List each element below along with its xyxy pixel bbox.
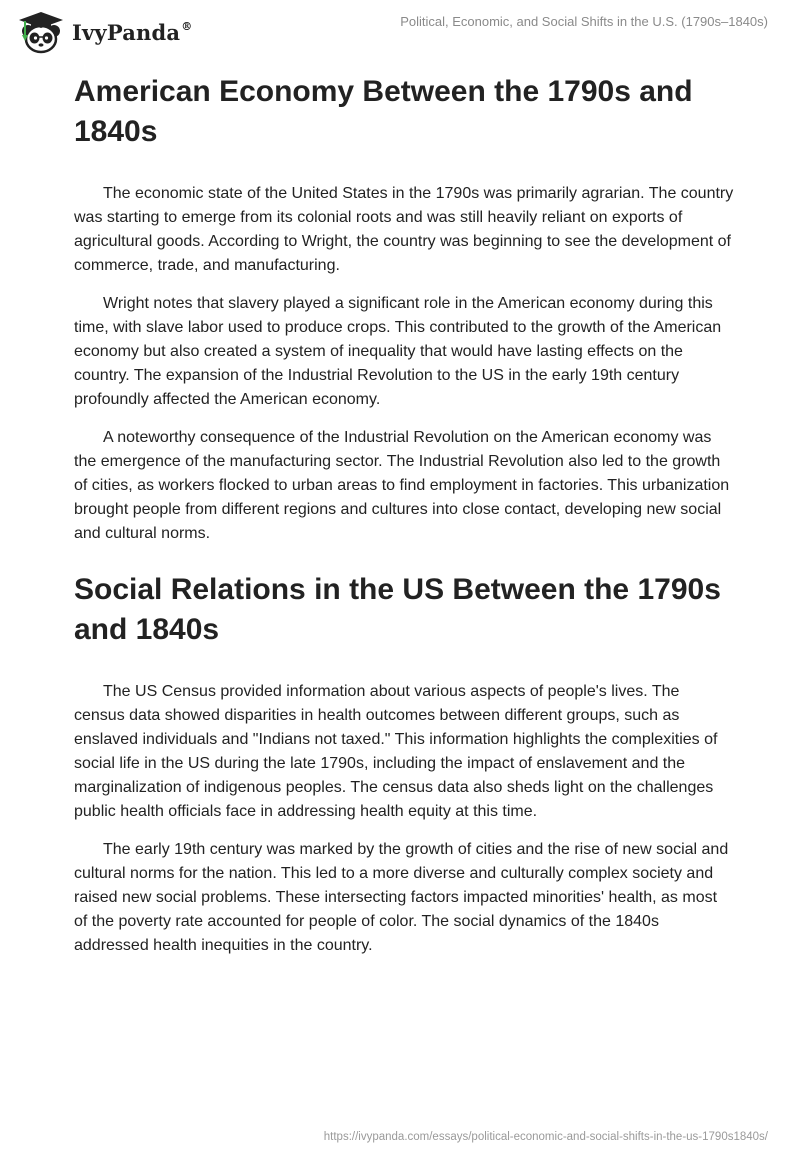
section-heading-social: Social Relations in the US Between the 1790s and 1840s [74, 573, 721, 646]
paragraph: A noteworthy consequence of the Industrial Revolution on the American economy was the emergence of the manufacturing sector. The Industrial Revolution also led to the growth of cities, as workers flocked to urban areas to find employment in factories. This urbanization brought people from different regions and cultures into close contact, developing new social and cultural norms. [74, 429, 730, 542]
page-header [0, 0, 800, 64]
source-url[interactable]: https://ivypanda.com/essays/political-economic-and-social-shifts-in-the-us-1790s1840s/ [323, 1131, 768, 1143]
paragraph: The early 19th century was marked by the growth of cities and the rise of new social and cultural norms for the nation. This led to a more diverse and culturally complex society and raised new social problems. These intersecting factors impacted minorities' health, as most of the poverty rate accounted for people of color. The social dynamics of the 1840s addressed health inequities in the country. [74, 841, 729, 954]
panda-graduation-cap-icon [16, 9, 66, 55]
brand-name: IvyPanda® [72, 19, 193, 45]
paragraph: The economic state of the United States in the 1790s was primarily agrarian. The country was starting to emerge from its colonial roots and was still heavily reliant on exports of agricultural goods. According to Wright, the country was beginning to see the development of commerce, trade, and manufacturing. [74, 185, 734, 274]
document-title: Political, Economic, and Social Shifts in the U.S. (1790s–1840s) [400, 14, 768, 29]
paragraph: The US Census provided information about various aspects of people's lives. The census data showed disparities in health outcomes between different groups, such as enslaved individuals and "Indians not taxed." This information highlights the complexities of social life in the US during the late 1790s, including the impact of enslavement and the marginalization of indigenous peoples. The census data also sheds light on the challenges public health officials face in addressing health equity at this time. [74, 683, 718, 820]
brand-logo[interactable] [16, 9, 192, 55]
paragraph: Wright notes that slavery played a significant role in the American economy during this time, with slave labor used to produce crops. This contributed to the growth of the American economy but also created a system of inequality that would have lasting effects on the country. The expansion of the Industrial Revolution to the US in the early 19th century profoundly affected the American economy. [74, 295, 722, 408]
section-heading-economy: American Economy Between the 1790s and 1840s [74, 75, 693, 148]
essay-content [74, 72, 734, 972]
